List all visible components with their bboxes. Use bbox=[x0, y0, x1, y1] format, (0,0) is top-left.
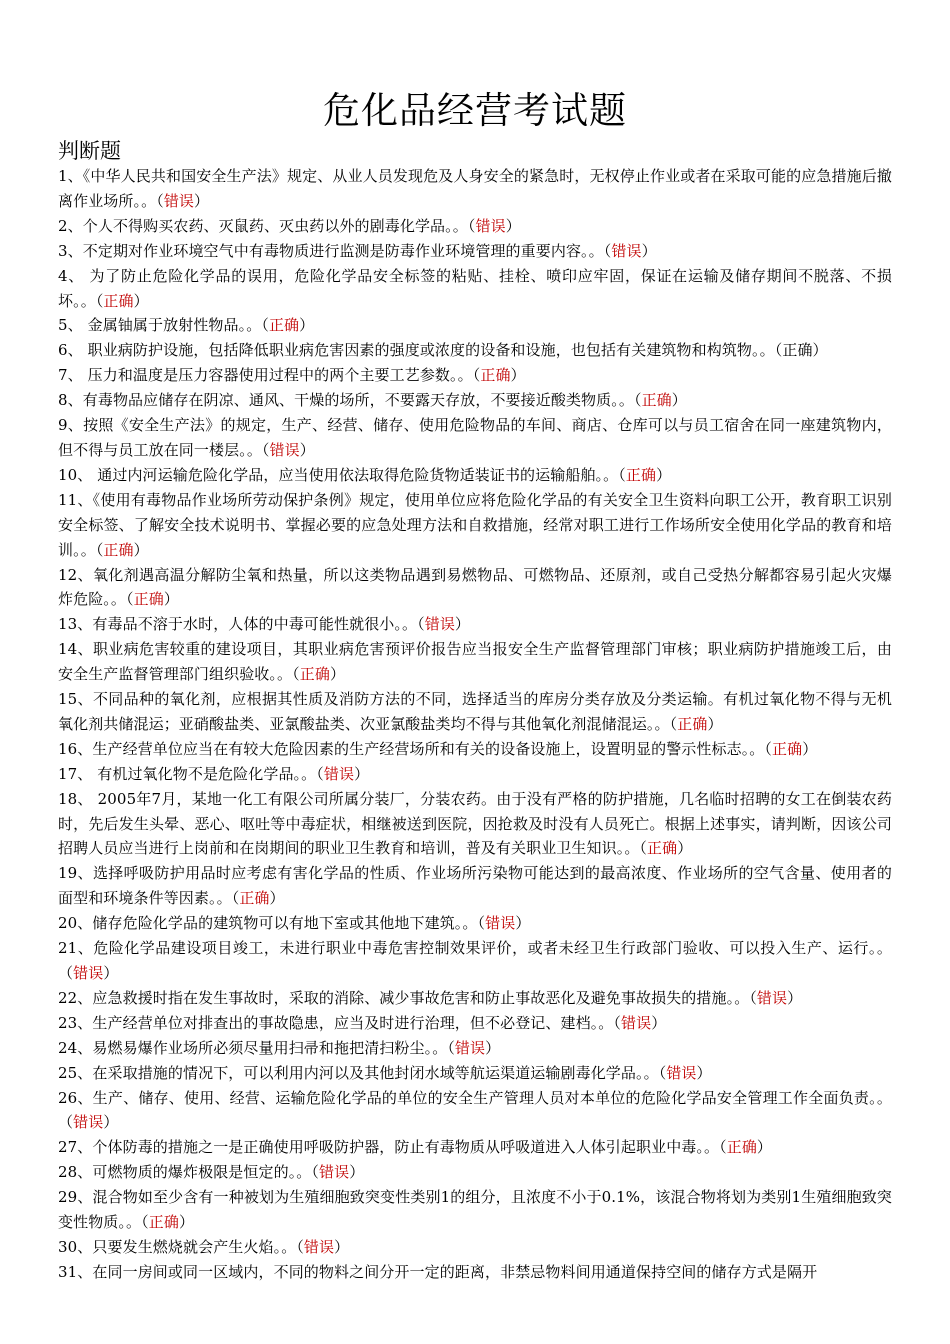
question-text: 有机过氧化物不是危险化学品。 bbox=[92, 764, 302, 783]
question-item: 4、 为了防止危险化学品的误用，危险化学品安全标签的粘贴、挂栓、喷印应牢固，保证在运输及储存期间不脱落、不损坏。。（正确） bbox=[58, 266, 892, 310]
question-text: 金属铀属于放射性物品。 bbox=[82, 316, 247, 335]
question-number: 20、 bbox=[58, 914, 93, 933]
question-text: 按照《安全生产法》的规定，生产、经营、储存、使用危险物品的车间、商店、仓库可以与员工宿舍在同一座建筑物内，但不得与员工放在同一楼层。 bbox=[58, 416, 892, 459]
question-number: 5、 bbox=[58, 316, 83, 335]
question-item: 23、生产经营单位对排查出的事故隐患，应当及时进行治理，但不必登记、建档。。（错误） bbox=[58, 1013, 667, 1032]
question-text: 氧化剂遇高温分解防尘氧和热量，所以这类物品遇到易燃物品、可燃物品、还原剂，或自己受热分解都容易引起火灾爆炸危险。 bbox=[58, 565, 892, 609]
question-item: 22、应急救援时指在发生事故时，采取的消除、减少事故危害和防止事故恶化及避免事故损失的措施。。（错误） bbox=[58, 988, 803, 1007]
question-item: 7、 压力和温度是压力容器使用过程中的两个主要工艺参数。。（正确） bbox=[58, 366, 526, 385]
question-number: 15、 bbox=[58, 690, 93, 709]
question-text: 有毒品不溶于水时，人体的中毒可能性就很小。 bbox=[92, 615, 402, 634]
question-text: 为了防止危险化学品的误用，危险化学品安全标签的粘贴、挂栓、喷印应牢固，保证在运输及储存期间不脱落、不损坏。 bbox=[58, 266, 892, 310]
answer-label: 正确 bbox=[641, 391, 672, 410]
question-item: 18、 2005年7月，某地一化工有限公司所属分装厂，分装农药。由于没有严格的防护措施，几名临时招聘的女工在倒装农药时，先后发生头晕、恶心、呕吐等中毒症状，相继被送到医院，因抢救及时没有人员死亡。根据上述事实，请判断，因该公司招聘人员应当进行上岗前和在岗期间的职业卫生教育和培训，普及有关职业卫生知识。。（正确） bbox=[58, 789, 892, 858]
question-number: 9、 bbox=[58, 416, 84, 435]
answer-label: 正确 bbox=[148, 1213, 179, 1232]
question-item: 25、在采取措施的情况下，可以利用内河以及其他封闭水域等航运渠道运输剧毒化学品。。（错误） bbox=[58, 1063, 712, 1082]
question-text: 生产经营单位应当在有较大危险因素的生产经营场所和有关的设备设施上，设置明显的警示性标志。 bbox=[92, 739, 750, 758]
question-list bbox=[58, 164, 892, 1285]
question-item: 21、危险化学品建设项目竣工，未进行职业中毒危害控制效果评价，或者未经卫生行政部门验收、可以投入生产、运行。。（错误） bbox=[58, 939, 892, 982]
answer-label: 正确 bbox=[133, 590, 164, 609]
question-number: 7、 bbox=[58, 366, 83, 385]
question-item: 8、有毒物品应储存在阴凉、通风、干燥的场所，不要露天存放，不要接近酸类物质。。（正确） bbox=[58, 391, 687, 410]
question-text: 《中华人民共和国安全生产法》规定、从业人员发现危及人身安全的紧急时，无权停止作业或者在采取可能的应急措施后撤离作业场所。 bbox=[58, 167, 892, 210]
question-item: 13、有毒品不溶于水时，人体的中毒可能性就很小。。（错误） bbox=[58, 615, 471, 634]
answer-label: 正确 bbox=[299, 665, 330, 684]
answer-label: 错误 bbox=[611, 241, 642, 260]
question-number: 19、 bbox=[58, 864, 93, 883]
answer-label: 错误 bbox=[303, 1237, 335, 1256]
question-item: 29、混合物如至少含有一种被划为生殖细胞致突变性类别1的组分，且浓度不小于0.1%，该混合物将划为类别1生殖细胞致突变性物质。。（正确） bbox=[58, 1188, 893, 1232]
question-number: 23、 bbox=[58, 1013, 93, 1032]
question-number: 17、 bbox=[58, 764, 93, 783]
answer-label: 正确 bbox=[103, 540, 134, 559]
document-title: 危化品经营考试题 bbox=[323, 89, 627, 132]
answer-label: 错误 bbox=[756, 988, 788, 1007]
question-text: 选择呼吸防护用品时应考虑有害化学品的性质、作业场所污染物可能达到的最高浓度、作业场所的空气含量、使用者的面型和环境条件等因素。 bbox=[58, 864, 892, 908]
question-text: 职业病防护设施，包括降低职业病危害因素的强度或浓度的设备和设施，也包括有关建筑物和构筑物。 bbox=[82, 341, 760, 360]
answer-label: 错误 bbox=[73, 964, 104, 982]
question-text: 易燃易爆作业场所必须尽量用扫帚和拖把清扫粉尘。 bbox=[92, 1038, 433, 1057]
question-item: 14、职业病危害较重的建设项目，其职业病危害预评价报告应当报安全生产监督管理部门审核；职业病防护措施竣工后，由安全生产监督管理部门组织验收。。（正确） bbox=[58, 640, 892, 684]
question-text: 危险化学品建设项目竣工，未进行职业中毒危害控制效果评价，或者未经卫生行政部门验收、可以投入生产、运行。 bbox=[93, 939, 877, 958]
question-item: 1、《中华人民共和国安全生产法》规定、从业人员发现危及人身安全的紧急时，无权停止作业或者在采取可能的应急措施后撤离作业场所。。（错误） bbox=[58, 167, 892, 210]
question-item: 11、《使用有毒物品作业场所劳动保护条例》规定，使用单位应将危险化学品的有关安全卫生资料向职工公开，教育职工识别安全标签、了解安全技术说明书、掌握必要的应急处理方法和自救措施，经常对职工进行工作场所安全使用化学品的教育和培训。。（正确） bbox=[58, 490, 892, 559]
question-text: 生产、储存、使用、经营、运输危险化学品的单位的安全生产管理人员对本单位的危险化学品安全管理工作全面负责。 bbox=[92, 1088, 877, 1107]
question-number: 3、 bbox=[58, 241, 83, 260]
question-item: 5、 金属铀属于放射性物品。。（正确） bbox=[58, 316, 315, 335]
answer-label: 错误 bbox=[319, 1163, 350, 1182]
question-item: 2、个人不得购买农药、灭鼠药、灭虫药以外的剧毒化学品。。（错误） bbox=[58, 216, 521, 235]
question-text: 个体防毒的措施之一是正确使用呼吸防护器，防止有毒物质从呼吸道进入人体引起职业中毒。 bbox=[92, 1138, 704, 1157]
question-number: 16、 bbox=[58, 739, 93, 758]
question-text: 有毒物品应储存在阴凉、通风、干燥的场所，不要露天存放，不要接近酸类物质。 bbox=[82, 391, 619, 410]
question-item: 10、 通过内河运输危险化学品，应当使用依法取得危险货物适装证书的运输船舶。。（正确） bbox=[58, 465, 672, 484]
question-text: 生产经营单位对排查出的事故隐患，应当及时进行治理，但不必登记、建档。 bbox=[92, 1013, 599, 1032]
answer-label: 错误 bbox=[323, 764, 355, 783]
answer-label: 正确 bbox=[103, 291, 134, 310]
question-number: 30、 bbox=[58, 1237, 93, 1256]
answer-label: 错误 bbox=[485, 914, 516, 933]
answer-label: 正确 bbox=[625, 465, 657, 484]
question-number: 14、 bbox=[58, 640, 93, 659]
question-item: 12、氧化剂遇高温分解防尘氧和热量，所以这类物品遇到易燃物品、可燃物品、还原剂，或自己受热分解都容易引起火灾爆炸危险。。（正确） bbox=[58, 565, 892, 609]
question-number: 27、 bbox=[58, 1138, 93, 1157]
answer-label: 错误 bbox=[269, 440, 300, 459]
answer-label: 正确 bbox=[782, 341, 813, 360]
question-number: 1、 bbox=[58, 167, 83, 185]
question-number: 10、 bbox=[58, 465, 93, 484]
question-text: 混合物如至少含有一种被划为生殖细胞致突变性类别1的组分，且浓度不小于0.1%，该混合物将划为类别1生殖细胞致突变性物质。 bbox=[58, 1188, 893, 1232]
question-number: 11、 bbox=[58, 490, 93, 509]
question-item: 19、选择呼吸防护用品时应考虑有害化学品的性质、作业场所污染物可能达到的最高浓度、作业场所的空气含量、使用者的面型和环境条件等因素。。（正确） bbox=[58, 864, 892, 908]
answer-label: 正确 bbox=[726, 1138, 757, 1157]
question-text: 在同一房间或同一区域内，不同的物料之间分开一定的距离，非禁忌物料间用通道保持空间的储存方式是隔开 bbox=[92, 1262, 818, 1281]
answer-label: 正确 bbox=[772, 739, 803, 758]
question-item: 24、易燃易爆作业场所必须尽量用扫帚和拖把清扫粉尘。。（错误） bbox=[58, 1038, 501, 1057]
question-item: 28、可燃物质的爆炸极限是恒定的。。（错误） bbox=[58, 1163, 365, 1182]
answer-label: 错误 bbox=[621, 1013, 652, 1032]
question-item: 15、不同品种的氧化剂，应根据其性质及消防方法的不同，选择适当的库房分类存放及分类运输。有机过氧化物不得与无机氧化剂共储混运；亚硝酸盐类、亚氯酸盐类、次亚氯酸盐类均不得与其他氧化剂混储混运。。（正确） bbox=[58, 690, 892, 733]
section-heading: 判断题 bbox=[58, 139, 121, 163]
answer-label: 错误 bbox=[454, 1038, 486, 1057]
answer-label: 错误 bbox=[424, 615, 455, 634]
question-item: 27、个体防毒的措施之一是正确使用呼吸防护器，防止有毒物质从呼吸道进入人体引起职业中毒。。（正确） bbox=[58, 1138, 773, 1157]
question-number: 21、 bbox=[58, 939, 94, 958]
question-text: 通过内河运输危险化学品，应当使用依法取得危险货物适装证书的运输船舶。 bbox=[92, 465, 604, 484]
question-item: 26、生产、储存、使用、经营、运输危险化学品的单位的安全生产管理人员对本单位的危险化学品安全管理工作全面负责。。（错误） bbox=[58, 1088, 892, 1132]
answer-label: 错误 bbox=[73, 1113, 104, 1132]
answer-label: 正确 bbox=[268, 316, 300, 335]
question-item: 20、储存危险化学品的建筑物可以有地下室或其他地下建筑。。（错误） bbox=[58, 914, 531, 933]
question-item: 16、生产经营单位应当在有较大危险因素的生产经营场所和有关的设备设施上，设置明显的警示性标志。。（正确） bbox=[58, 739, 818, 758]
question-item: 17、 有机过氧化物不是危险化学品。。（错误） bbox=[58, 764, 370, 783]
question-item: 9、按照《安全生产法》的规定，生产、经营、储存、使用危险物品的车间、商店、仓库可以与员工宿舍在同一座建筑物内，但不得与员工放在同一楼层。。（错误） bbox=[58, 416, 892, 459]
question-number: 18、 bbox=[58, 789, 93, 808]
question-text: 不同品种的氧化剂，应根据其性质及消防方法的不同，选择适当的库房分类存放及分类运输。有机过氧化物不得与无机氧化剂共储混运；亚硝酸盐类、亚氯酸盐类、次亚氯酸盐类均不得与其他氧化剂混储混运。 bbox=[58, 690, 892, 733]
question-number: 12、 bbox=[58, 565, 93, 584]
question-number: 13、 bbox=[58, 615, 93, 634]
answer-label: 错误 bbox=[475, 216, 506, 235]
question-text: 只要发生燃烧就会产生火焰。 bbox=[92, 1237, 282, 1256]
answer-label: 正确 bbox=[480, 366, 511, 385]
question-number: 4、 bbox=[58, 266, 85, 285]
question-number: 22、 bbox=[58, 988, 93, 1007]
question-number: 29、 bbox=[58, 1188, 93, 1207]
question-item: 6、 职业病防护设施，包括降低职业病危害因素的强度或浓度的设备和设施，也包括有关建筑物和构筑物。。（正确） bbox=[58, 341, 828, 360]
question-item: 30、只要发生燃烧就会产生火焰。。（错误） bbox=[58, 1237, 350, 1256]
question-text: 个人不得购买农药、灭鼠药、灭虫药以外的剧毒化学品。 bbox=[82, 216, 453, 235]
question-text: 储存危险化学品的建筑物可以有地下室或其他地下建筑。 bbox=[92, 914, 463, 933]
question-text: 应急救援时指在发生事故时，采取的消除、减少事故危害和防止事故恶化及避免事故损失的措施。 bbox=[92, 988, 735, 1007]
question-text: 不定期对作业环境空气中有毒物质进行监测是防毒作业环境管理的重要内容。 bbox=[82, 241, 589, 260]
question-text: 《使用有毒物品作业场所劳动保护条例》规定，使用单位应将危险化学品的有关安全卫生资料向职工公开，教育职工识别安全标签、了解安全技术说明书、掌握必要的应急处理方法和自救措施，经常对职工进行工作场所安全使用化学品的教育和培训。 bbox=[58, 490, 892, 559]
question-number: 28、 bbox=[58, 1163, 93, 1182]
question-number: 26、 bbox=[58, 1088, 93, 1107]
question-number: 6、 bbox=[58, 341, 83, 360]
question-text: 职业病危害较重的建设项目，其职业病危害预评价报告应当报安全生产监督管理部门审核；职业病防护措施竣工后，由安全生产监督管理部门组织验收。 bbox=[58, 640, 892, 684]
answer-label: 正确 bbox=[677, 714, 708, 733]
answer-label: 正确 bbox=[239, 889, 270, 908]
question-number: 24、 bbox=[58, 1038, 93, 1057]
answer-label: 错误 bbox=[163, 191, 195, 210]
question-number: 2、 bbox=[58, 216, 83, 235]
question-text: 可燃物质的爆炸极限是恒定的。 bbox=[92, 1163, 297, 1182]
question-item: 3、不定期对作业环境空气中有毒物质进行监测是防毒作业环境管理的重要内容。。（错误） bbox=[58, 241, 657, 260]
question-number: 31、 bbox=[58, 1262, 93, 1281]
question-item bbox=[58, 1260, 892, 1285]
question-text: 2005年7月，某地一化工有限公司所属分装厂，分装农药。由于没有严格的防护措施，几名临时招聘的女工在倒装农药时，先后发生头晕、恶心、呕吐等中毒症状，相继被送到医院，因抢救及时没有人员死亡。根据上述事实，请判断，因该公司招聘人员应当进行上岗前和在岗期间的职业卫生教育和培训，普及有关职业卫生知识。 bbox=[58, 789, 892, 858]
answer-label: 正确 bbox=[647, 839, 678, 858]
question-number: 25、 bbox=[58, 1063, 93, 1082]
answer-label: 错误 bbox=[666, 1063, 697, 1082]
question-text: 压力和温度是压力容器使用过程中的两个主要工艺参数。 bbox=[82, 366, 458, 385]
question-text: 在采取措施的情况下，可以利用内河以及其他封闭水域等航运渠道运输剧毒化学品。 bbox=[92, 1063, 644, 1082]
question-number: 8、 bbox=[58, 391, 83, 410]
